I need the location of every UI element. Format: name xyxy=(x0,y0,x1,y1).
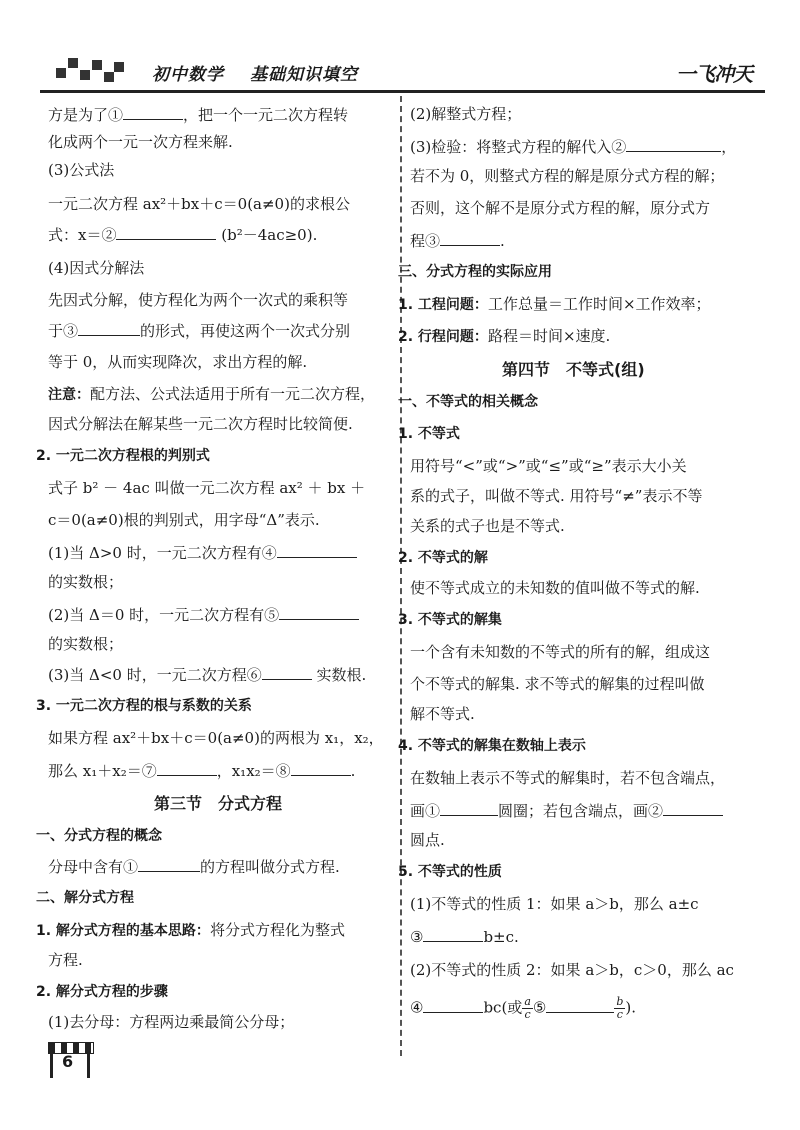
item-heading: 4. 不等式的解集在数轴上表示 xyxy=(398,738,586,754)
text-line: 等于 0，从而实现降次，求出方程的解. xyxy=(48,353,308,371)
text-line: 式：x＝② (b²－4ac≥0). xyxy=(48,226,318,244)
brand-logo: 一飞冲天 xyxy=(676,62,752,86)
text-line: 一元二次方程 ax²＋bx＋c＝0(a≠0)的求根公 xyxy=(48,195,350,213)
text-line: 一个含有未知数的不等式的所有的解，组成这 xyxy=(410,643,711,661)
text-line: 的实数根； xyxy=(48,635,124,653)
text-line: (2)当 Δ＝0 时，一元二次方程有⑤ xyxy=(48,604,359,625)
book-title: 初中数学 xyxy=(152,65,224,85)
column-divider xyxy=(400,96,402,1056)
item-heading: 3. 不等式的解集 xyxy=(398,612,502,628)
text-line: (2)解整式方程； xyxy=(410,105,522,123)
text-line: 于③ 的形式，再使这两个一次式分别 xyxy=(48,322,351,340)
section-heading: 第三节 分式方程 xyxy=(154,794,283,813)
header-logo-icon xyxy=(56,56,126,88)
text-line: (1)不等式的性质 1：如果 a＞b，那么 a±c xyxy=(410,895,699,913)
section-heading: 第四节 不等式(组) xyxy=(502,360,645,379)
text-line: c＝0(a≠0)根的判别式，用字母“Δ”表示. xyxy=(48,511,320,529)
text-line: 1. 工程问题：工作总量＝工作时间×工作效率； xyxy=(398,295,711,313)
text-line: (4)因式分解法 xyxy=(48,259,145,277)
text-line: (3)检验：将整式方程的解代入② ， xyxy=(410,138,737,156)
section-title: 基础知识填空 xyxy=(250,65,358,85)
item-heading: 2. 解分式方程的步骤 xyxy=(36,984,168,1000)
text-line: 若不为 0，则整式方程的解是原分式方程的解； xyxy=(410,167,725,185)
text-line: 圆点. xyxy=(410,831,445,849)
fraction-b-over-c: $\frac{b}{c}$ xyxy=(616,995,624,1021)
fraction-a-over-c: $\frac{a}{c}$ xyxy=(524,995,531,1021)
page-header xyxy=(40,48,760,96)
item-heading: 5. 不等式的性质 xyxy=(398,864,502,880)
text-line: (3)当 Δ<0 时，一元二次方程⑥ 实数根. xyxy=(48,666,367,684)
text-line: 个不等式的解集. 求不等式的解集的过程叫做 xyxy=(410,675,705,693)
text-line: (1)去分母：方程两边乘最简公分母； xyxy=(48,1013,295,1031)
text-line: 程③ . xyxy=(410,232,505,250)
part-heading: 一、分式方程的概念 xyxy=(36,828,162,844)
text-line: 在数轴上表示不等式的解集时，若不包含端点， xyxy=(410,769,726,787)
text-line: 方是为了① ，把一个一元二次方程转 xyxy=(48,106,349,124)
text-line: 式子 b² － 4ac 叫做一元二次方程 ax² ＋ bx ＋ xyxy=(48,479,366,497)
text-line: 1. 解分式方程的基本思路：将分式方程化为整式 xyxy=(36,921,345,939)
text-line: (1)当 Δ>0 时，一元二次方程有④ xyxy=(48,542,357,563)
text-line: ④ bc(或 $\frac{a}{c}$ ⑤ $\frac{b}{c}$ ). xyxy=(410,995,636,1021)
text-line: 系的式子，叫做不等式. 用符号“≠”表示不等 xyxy=(410,487,703,505)
text-line: 关系的式子也是不等式. xyxy=(410,517,565,535)
text-line: 先因式分解，使方程化为两个一次式的乘积等 xyxy=(48,291,349,309)
text-line: 的实数根； xyxy=(48,573,124,591)
text-line: 2. 行程问题：路程＝时间×速度. xyxy=(398,327,611,345)
text-line: 那么 x₁＋x₂＝⑦ ，x₁x₂＝⑧ . xyxy=(48,762,356,780)
text-line: 如果方程 ax²＋bx＋c＝0(a≠0)的两根为 x₁，x₂， xyxy=(48,729,384,747)
text-line: (3)公式法 xyxy=(48,161,115,179)
text-line: (2)不等式的性质 2：如果 a＞b，c＞0，那么 ac xyxy=(410,961,734,979)
text-line: 解不等式. xyxy=(410,705,475,723)
text-line: 分母中含有① 的方程叫做分式方程. xyxy=(48,858,340,876)
item-heading: 3. 一元二次方程的根与系数的关系 xyxy=(36,698,252,714)
text-line: 方程. xyxy=(48,951,83,969)
flag-pole xyxy=(50,1052,53,1078)
item-heading: 2. 一元二次方程根的判别式 xyxy=(36,448,210,464)
part-heading: 二、解分式方程 xyxy=(36,890,134,906)
note-line: 注意：配方法、公式法适用于所有一元二次方程， xyxy=(48,385,376,403)
text-line: ③ b±c. xyxy=(410,928,519,946)
flag-pole xyxy=(87,1052,90,1078)
header-rule xyxy=(40,90,765,93)
text-line: 画① 圆圈；若包含端点，画② xyxy=(410,800,723,821)
text-line: 使不等式成立的未知数的值叫做不等式的解. xyxy=(410,579,700,597)
part-heading: 一、不等式的相关概念 xyxy=(398,394,538,410)
item-heading: 1. 不等式 xyxy=(398,426,460,442)
text-line: 用符号“<”或“>”或“≤”或“≥”表示大小关 xyxy=(410,457,687,475)
text-line: 化成两个一元一次方程来解. xyxy=(48,133,233,151)
page-number: 6 xyxy=(62,1052,74,1071)
text-line: 因式分解法在解某些一元二次方程时比较简便. xyxy=(48,415,353,433)
item-heading: 2. 不等式的解 xyxy=(398,550,488,566)
text-line: 否则，这个解不是原分式方程的解，原分式方 xyxy=(410,199,711,217)
page-number-flag xyxy=(48,1042,92,1078)
part-heading: 三、分式方程的实际应用 xyxy=(398,264,552,280)
